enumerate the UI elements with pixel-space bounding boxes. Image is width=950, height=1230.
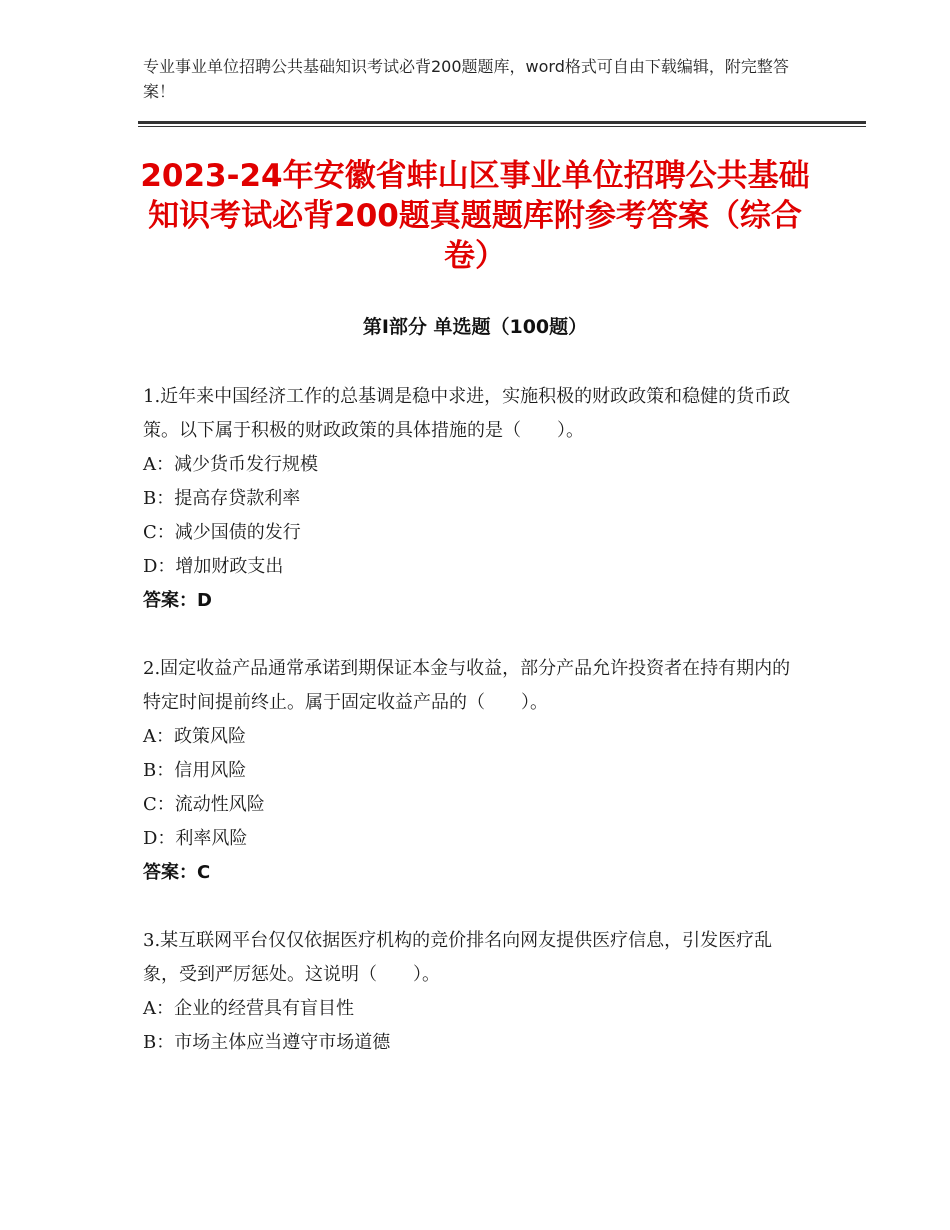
- option-a: A：减少货币发行规模: [143, 454, 318, 475]
- option-a: A：企业的经营具有盲目性: [143, 998, 354, 1019]
- option-d: D：增加财政支出: [143, 556, 284, 577]
- question-stem: 1.近年来中国经济工作的总基调是稳中求进，实施积极的财政政策和稳健的货币政策。以下属于积极的财政政策的具体措施的是（ ）。: [143, 386, 791, 441]
- option-c: C：减少国债的发行: [143, 522, 301, 543]
- option-b: B：信用风险: [143, 760, 247, 781]
- option-d: D：利率风险: [143, 828, 248, 849]
- question-list: [143, 380, 803, 1094]
- answer-line: 答案：D: [143, 590, 212, 611]
- answer-line: 答案：C: [143, 862, 211, 883]
- option-b: B：市场主体应当遵守市场道德: [143, 1032, 391, 1053]
- question-1: [143, 380, 803, 618]
- header-note: 专业事业单位招聘公共基础知识考试必背200题题库，word格式可自由下载编辑，附完整答案！: [143, 57, 789, 101]
- question-2: [143, 652, 803, 890]
- header-divider-thick: [138, 121, 866, 124]
- document-title: 2023-24年安徽省蚌山区事业单位招聘公共基础知识考试必背200题真题题库附参考答案（综合卷）: [140, 158, 810, 274]
- option-c: C：流动性风险: [143, 794, 265, 815]
- header-divider-thin: [138, 126, 866, 127]
- question-3: [143, 924, 803, 1060]
- question-stem: 2.固定收益产品通常承诺到期保证本金与收益，部分产品允许投资者在持有期内的特定时间提前终止。属于固定收益产品的（ ）。: [143, 658, 791, 713]
- question-stem: 3.某互联网平台仅仅依据医疗机构的竞价排名向网友提供医疗信息，引发医疗乱象，受到严厉惩处。这说明（ ）。: [143, 930, 773, 985]
- option-b: B：提高存贷款利率: [143, 488, 301, 509]
- section-title: 第Ⅰ部分 单选题（100题）: [362, 316, 588, 338]
- option-a: A：政策风险: [143, 726, 246, 747]
